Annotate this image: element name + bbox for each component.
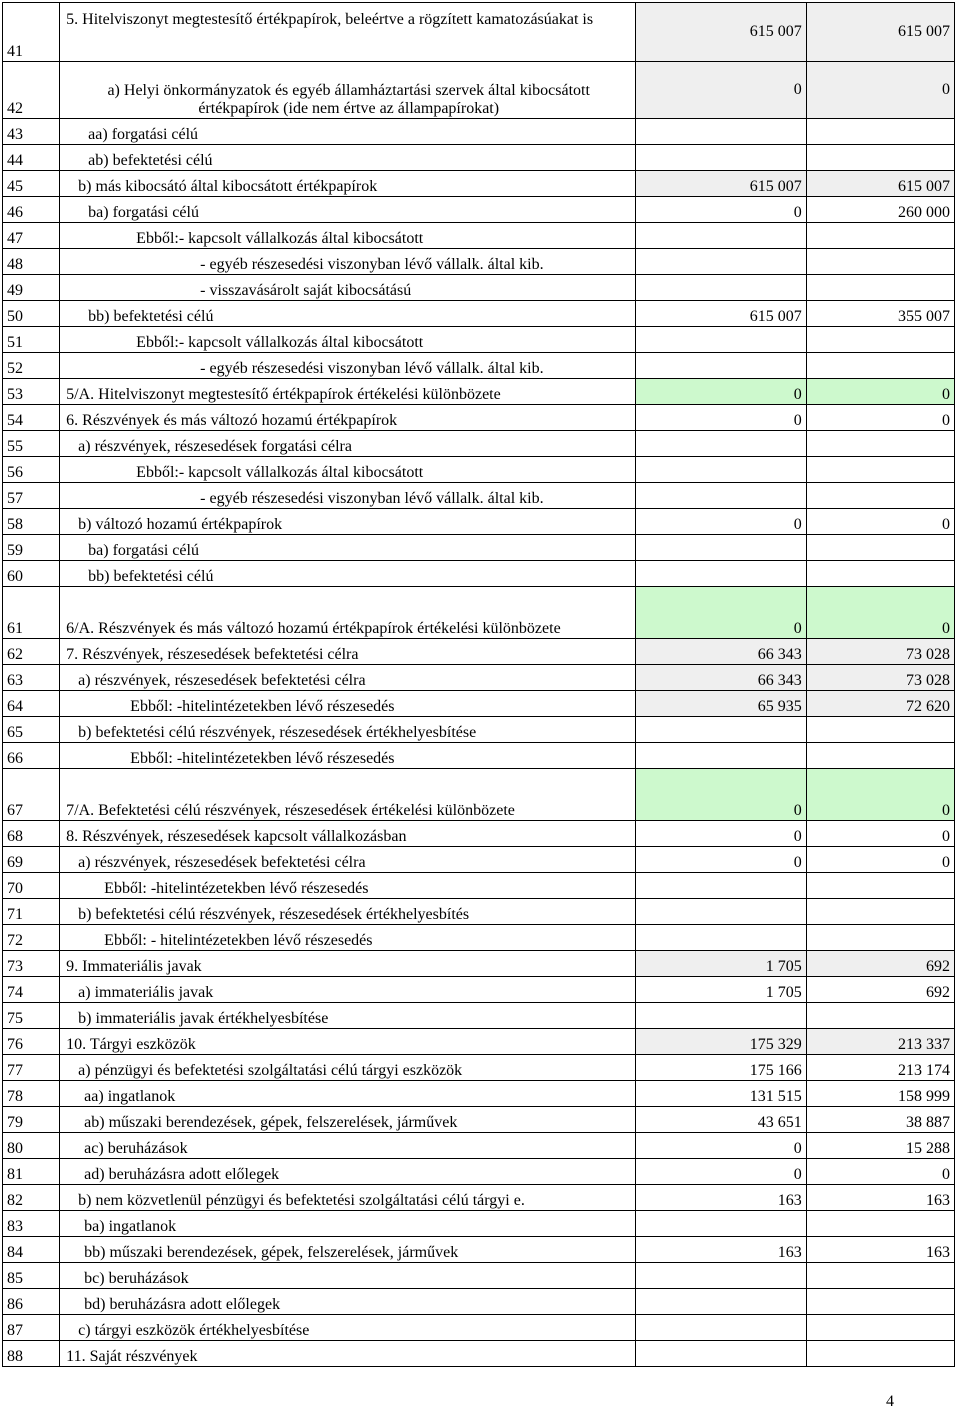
table-row — [3, 1237, 955, 1263]
value-col-1 — [636, 431, 806, 457]
value-col-1 — [636, 1211, 806, 1237]
table-row — [3, 639, 955, 665]
value-col-1: 66 343 — [636, 665, 806, 691]
value-col-1: 1 705 — [636, 977, 806, 1003]
value-col-2 — [806, 353, 954, 379]
row-label: a) részvények, részesedések befektetési célra — [60, 847, 636, 873]
row-label: bd) beruházásra adott előlegek — [60, 1289, 636, 1315]
row-number: 59 — [3, 535, 60, 561]
row-label: 8. Részvények, részesedések kapcsolt vállalkozásban — [60, 821, 636, 847]
table-row — [3, 977, 955, 1003]
row-number: 87 — [3, 1315, 60, 1341]
row-number: 55 — [3, 431, 60, 457]
row-number: 69 — [3, 847, 60, 873]
row-number: 73 — [3, 951, 60, 977]
table-row — [3, 379, 955, 405]
value-col-2: 0 — [806, 509, 954, 535]
row-label: - visszavásárolt saját kibocsátású — [60, 275, 636, 301]
value-col-2 — [806, 899, 954, 925]
value-col-2: 615 007 — [806, 171, 954, 197]
row-label: 9. Immateriális javak — [60, 951, 636, 977]
table-row — [3, 1107, 955, 1133]
row-number: 77 — [3, 1055, 60, 1081]
row-label: Ebből: -hitelintézetekben lévő részesedés — [60, 743, 636, 769]
table-row — [3, 1133, 955, 1159]
table-row — [3, 3, 955, 62]
value-col-2: 260 000 — [806, 197, 954, 223]
row-label: a) pénzügyi és befektetési szolgáltatási célú tárgyi eszközök — [60, 1055, 636, 1081]
value-col-2: 15 288 — [806, 1133, 954, 1159]
value-col-1: 65 935 — [636, 691, 806, 717]
row-label: - egyéb részesedési viszonyban lévő vállalk. által kib. — [60, 353, 636, 379]
row-label: 7. Részvények, részesedések befektetési célra — [60, 639, 636, 665]
value-col-2: 213 174 — [806, 1055, 954, 1081]
table-row — [3, 665, 955, 691]
value-col-2 — [806, 1211, 954, 1237]
row-number: 50 — [3, 301, 60, 327]
table-row — [3, 1211, 955, 1237]
row-number: 81 — [3, 1159, 60, 1185]
row-number: 86 — [3, 1289, 60, 1315]
value-col-2: 163 — [806, 1237, 954, 1263]
value-col-2: 0 — [806, 1159, 954, 1185]
row-number: 68 — [3, 821, 60, 847]
value-col-1 — [636, 899, 806, 925]
row-number: 65 — [3, 717, 60, 743]
value-col-2: 692 — [806, 977, 954, 1003]
row-label: b) más kibocsátó által kibocsátott értékpapírok — [60, 171, 636, 197]
table-row — [3, 1159, 955, 1185]
table-row — [3, 353, 955, 379]
table-row — [3, 899, 955, 925]
value-col-1 — [636, 1003, 806, 1029]
table-row — [3, 951, 955, 977]
row-label: ab) befektetési célú — [60, 145, 636, 171]
table-row — [3, 483, 955, 509]
row-label: aa) ingatlanok — [60, 1081, 636, 1107]
value-col-2: 163 — [806, 1185, 954, 1211]
row-number: 54 — [3, 405, 60, 431]
row-label: b) befektetési célú részvények, részesedések értékhelyesbítése — [60, 717, 636, 743]
value-col-1 — [636, 483, 806, 509]
row-label: ba) ingatlanok — [60, 1211, 636, 1237]
value-col-2: 355 007 — [806, 301, 954, 327]
value-col-1 — [636, 327, 806, 353]
table-row — [3, 457, 955, 483]
row-number: 42 — [3, 62, 60, 119]
row-label: 10. Tárgyi eszközök — [60, 1029, 636, 1055]
value-col-1 — [636, 1289, 806, 1315]
value-col-2 — [806, 145, 954, 171]
value-col-2 — [806, 535, 954, 561]
row-label: a) részvények, részesedések befektetési célra — [60, 665, 636, 691]
value-col-1: 0 — [636, 587, 806, 639]
value-col-1 — [636, 1263, 806, 1289]
value-col-2 — [806, 249, 954, 275]
value-col-1 — [636, 353, 806, 379]
value-col-2 — [806, 327, 954, 353]
row-number: 88 — [3, 1341, 60, 1367]
value-col-1 — [636, 925, 806, 951]
table-row — [3, 587, 955, 639]
table-row — [3, 62, 955, 119]
row-label: 5/A. Hitelviszonyt megtestesítő értékpapírok értékelési különbözete — [60, 379, 636, 405]
row-number: 52 — [3, 353, 60, 379]
table-row — [3, 535, 955, 561]
value-col-1: 0 — [636, 62, 806, 119]
value-col-1 — [636, 561, 806, 587]
row-label: ac) beruházások — [60, 1133, 636, 1159]
value-col-1 — [636, 1315, 806, 1341]
value-col-2 — [806, 1289, 954, 1315]
value-col-2: 213 337 — [806, 1029, 954, 1055]
value-col-1: 175 329 — [636, 1029, 806, 1055]
table-row — [3, 1315, 955, 1341]
value-col-1: 0 — [636, 405, 806, 431]
row-number: 44 — [3, 145, 60, 171]
table-row — [3, 873, 955, 899]
value-col-1 — [636, 249, 806, 275]
value-col-1 — [636, 145, 806, 171]
row-number: 46 — [3, 197, 60, 223]
table-row — [3, 1055, 955, 1081]
value-col-2 — [806, 717, 954, 743]
value-col-1: 0 — [636, 1159, 806, 1185]
row-label: 7/A. Befektetési célú részvények, részesedések értékelési különbözete — [60, 769, 636, 821]
table-row — [3, 327, 955, 353]
table-row — [3, 821, 955, 847]
row-number: 57 — [3, 483, 60, 509]
value-col-2: 0 — [806, 821, 954, 847]
row-label: Ebből:- kapcsolt vállalkozás által kibocsátott — [60, 457, 636, 483]
row-number: 62 — [3, 639, 60, 665]
row-label: 11. Saját részvények — [60, 1341, 636, 1367]
balance-sheet-table — [2, 2, 955, 1367]
row-number: 41 — [3, 3, 60, 62]
table-row — [3, 1003, 955, 1029]
row-number: 58 — [3, 509, 60, 535]
value-col-2: 38 887 — [806, 1107, 954, 1133]
value-col-2 — [806, 743, 954, 769]
row-label: 6. Részvények és más változó hozamú értékpapírok — [60, 405, 636, 431]
value-col-2 — [806, 431, 954, 457]
value-col-2: 73 028 — [806, 639, 954, 665]
row-label: b) nem közvetlenül pénzügyi és befektetési szolgáltatási célú tárgyi e. — [60, 1185, 636, 1211]
value-col-1: 163 — [636, 1237, 806, 1263]
value-col-1 — [636, 717, 806, 743]
table-row — [3, 249, 955, 275]
row-number: 56 — [3, 457, 60, 483]
row-number: 43 — [3, 119, 60, 145]
value-col-1: 0 — [636, 847, 806, 873]
table-row — [3, 509, 955, 535]
table-row — [3, 1289, 955, 1315]
row-number: 80 — [3, 1133, 60, 1159]
value-col-2: 0 — [806, 587, 954, 639]
row-number: 74 — [3, 977, 60, 1003]
value-col-1: 0 — [636, 1133, 806, 1159]
table-row — [3, 1263, 955, 1289]
value-col-2 — [806, 925, 954, 951]
value-col-1 — [636, 873, 806, 899]
row-label: ad) beruházásra adott előlegek — [60, 1159, 636, 1185]
value-col-1: 0 — [636, 769, 806, 821]
row-number: 78 — [3, 1081, 60, 1107]
value-col-1: 175 166 — [636, 1055, 806, 1081]
table-row — [3, 145, 955, 171]
value-col-1 — [636, 223, 806, 249]
row-number: 47 — [3, 223, 60, 249]
row-label: - egyéb részesedési viszonyban lévő vállalk. által kib. — [60, 483, 636, 509]
value-col-2: 615 007 — [806, 3, 954, 62]
value-col-1 — [636, 275, 806, 301]
value-col-1: 615 007 — [636, 171, 806, 197]
row-number: 48 — [3, 249, 60, 275]
row-number: 66 — [3, 743, 60, 769]
row-label: Ebből: -hitelintézetekben lévő részesedés — [60, 691, 636, 717]
table-row — [3, 405, 955, 431]
value-col-2 — [806, 561, 954, 587]
table-row — [3, 743, 955, 769]
value-col-1 — [636, 457, 806, 483]
value-col-1 — [636, 119, 806, 145]
value-col-2 — [806, 483, 954, 509]
row-number: 82 — [3, 1185, 60, 1211]
row-number: 60 — [3, 561, 60, 587]
value-col-2 — [806, 1003, 954, 1029]
table-row — [3, 197, 955, 223]
table-row — [3, 301, 955, 327]
row-number: 84 — [3, 1237, 60, 1263]
row-label: aa) forgatási célú — [60, 119, 636, 145]
value-col-1: 0 — [636, 509, 806, 535]
row-label: a) részvények, részesedések forgatási célra — [60, 431, 636, 457]
row-label: c) tárgyi eszközök értékhelyesbítése — [60, 1315, 636, 1341]
row-number: 67 — [3, 769, 60, 821]
row-label: b) immateriális javak értékhelyesbítése — [60, 1003, 636, 1029]
value-col-2 — [806, 119, 954, 145]
value-col-1: 615 007 — [636, 301, 806, 327]
value-col-1: 0 — [636, 379, 806, 405]
row-label: bb) befektetési célú — [60, 561, 636, 587]
table-row — [3, 769, 955, 821]
value-col-1: 163 — [636, 1185, 806, 1211]
table-row — [3, 925, 955, 951]
table-row — [3, 561, 955, 587]
row-number: 76 — [3, 1029, 60, 1055]
value-col-2 — [806, 457, 954, 483]
table-row — [3, 1185, 955, 1211]
row-number: 45 — [3, 171, 60, 197]
row-label: Ebből: - hitelintézetekben lévő részesedés — [60, 925, 636, 951]
row-number: 85 — [3, 1263, 60, 1289]
value-col-1: 131 515 — [636, 1081, 806, 1107]
value-col-2 — [806, 1263, 954, 1289]
value-col-1 — [636, 743, 806, 769]
table-row — [3, 847, 955, 873]
row-number: 49 — [3, 275, 60, 301]
value-col-2: 0 — [806, 769, 954, 821]
row-label: ba) forgatási célú — [60, 197, 636, 223]
row-number: 63 — [3, 665, 60, 691]
value-col-1 — [636, 1341, 806, 1367]
table-row — [3, 691, 955, 717]
row-label: 5. Hitelviszonyt megtestesítő értékpapírok, beleértve a rögzített kamatozásúakat is — [60, 3, 636, 62]
value-col-2: 158 999 — [806, 1081, 954, 1107]
row-number: 70 — [3, 873, 60, 899]
row-number: 83 — [3, 1211, 60, 1237]
row-label: - egyéb részesedési viszonyban lévő vállalk. által kib. — [60, 249, 636, 275]
page-number: 4 — [886, 1393, 894, 1410]
row-label: a) Helyi önkormányzatok és egyéb államháztartási szervek által kibocsátott értékpapírok (ide nem értve az állampapírokat) — [60, 62, 636, 119]
value-col-2 — [806, 223, 954, 249]
value-col-2: 73 028 — [806, 665, 954, 691]
row-number: 71 — [3, 899, 60, 925]
table-row — [3, 275, 955, 301]
value-col-2: 0 — [806, 847, 954, 873]
table-row — [3, 1081, 955, 1107]
value-col-2 — [806, 1341, 954, 1367]
row-label: b) változó hozamú értékpapírok — [60, 509, 636, 535]
row-label: b) befektetési célú részvények, részesedések értékhelyesbítés — [60, 899, 636, 925]
table-row — [3, 1341, 955, 1367]
value-col-2: 0 — [806, 405, 954, 431]
value-col-1: 0 — [636, 821, 806, 847]
value-col-1: 0 — [636, 197, 806, 223]
value-col-1 — [636, 535, 806, 561]
row-number: 72 — [3, 925, 60, 951]
value-col-1: 615 007 — [636, 3, 806, 62]
table-row — [3, 431, 955, 457]
row-number: 64 — [3, 691, 60, 717]
value-col-2: 692 — [806, 951, 954, 977]
value-col-2: 72 620 — [806, 691, 954, 717]
table-row — [3, 223, 955, 249]
value-col-2 — [806, 275, 954, 301]
row-label: ab) műszaki berendezések, gépek, felszerelések, járművek — [60, 1107, 636, 1133]
row-label: bb) műszaki berendezések, gépek, felszerelések, járművek — [60, 1237, 636, 1263]
table-row — [3, 1029, 955, 1055]
table-row — [3, 171, 955, 197]
row-label: Ebből:- kapcsolt vállalkozás által kibocsátott — [60, 327, 636, 353]
row-number: 51 — [3, 327, 60, 353]
row-label: bc) beruházások — [60, 1263, 636, 1289]
value-col-2: 0 — [806, 379, 954, 405]
row-label: Ebből: -hitelintézetekben lévő részesedés — [60, 873, 636, 899]
row-label: 6/A. Részvények és más változó hozamú értékpapírok értékelési különbözete — [60, 587, 636, 639]
row-number: 61 — [3, 587, 60, 639]
row-number: 75 — [3, 1003, 60, 1029]
table-row — [3, 119, 955, 145]
table-row — [3, 717, 955, 743]
value-col-2 — [806, 1315, 954, 1341]
row-number: 53 — [3, 379, 60, 405]
value-col-2 — [806, 873, 954, 899]
row-label: Ebből:- kapcsolt vállalkozás által kibocsátott — [60, 223, 636, 249]
value-col-1: 1 705 — [636, 951, 806, 977]
row-label: a) immateriális javak — [60, 977, 636, 1003]
row-label: bb) befektetési célú — [60, 301, 636, 327]
value-col-1: 66 343 — [636, 639, 806, 665]
value-col-2: 0 — [806, 62, 954, 119]
row-label: ba) forgatási célú — [60, 535, 636, 561]
row-number: 79 — [3, 1107, 60, 1133]
value-col-1: 43 651 — [636, 1107, 806, 1133]
